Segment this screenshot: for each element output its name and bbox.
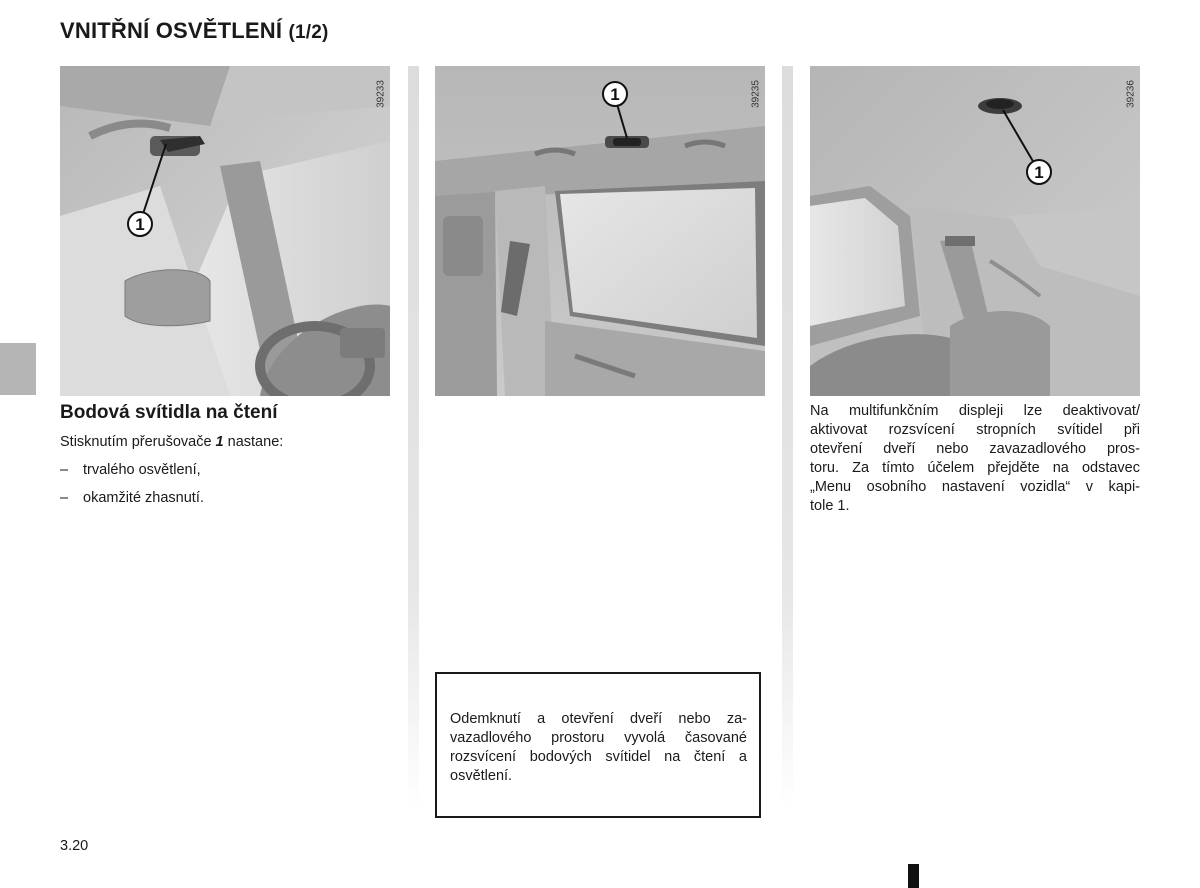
illustration-ceiling-light (810, 66, 1140, 396)
list-dash: – (60, 462, 69, 478)
illustration-rear-cabin (435, 66, 765, 396)
page-title-text: VNITŘNÍ OSVĚTLENÍ (60, 18, 283, 43)
paragraph-line: toru. Za tímto účelem přejděte na odstavec (810, 460, 1140, 476)
note-line: Odemknutí a otevření dveří nebo za- (450, 711, 747, 727)
right-paragraph (810, 402, 1140, 516)
intro-paragraph: Stisknutím přerušovače 1 nastane: (60, 434, 284, 450)
section-heading: Bodová svítidla na čtení (60, 402, 278, 423)
page-edge-marker (908, 864, 919, 888)
note-box (435, 672, 761, 818)
paragraph-line: „Menu osobního nastavení vozidla“ v kapi- (810, 479, 1140, 495)
page-number: 3.20 (60, 838, 89, 854)
note-line: osvětlení. (450, 768, 513, 784)
figure-front-reading-light (60, 66, 390, 396)
callout-label: 1 (135, 215, 145, 234)
figure-code: 39235 (750, 80, 762, 108)
column-divider (408, 66, 419, 810)
page-title-part: (1/2) (288, 22, 329, 43)
note-line: vazadlového prostoru vyvolá časované (450, 730, 747, 746)
callout-label: 1 (610, 85, 620, 104)
figure-code: 39236 (1125, 80, 1137, 108)
paragraph-line: tole 1. (810, 498, 850, 514)
column-divider (782, 66, 793, 810)
switch-reference: 1 (215, 434, 224, 450)
figure-code: 39233 (375, 80, 387, 108)
page-title (60, 18, 329, 44)
callout-label: 1 (1034, 163, 1044, 182)
note-line: rozsvícení bodových svítidel na čtení a (450, 749, 747, 765)
list-item: – trvalého osvětlení, (60, 462, 201, 478)
paragraph-line: Na multifunkčním displeji lze deaktivovat/ (810, 403, 1140, 419)
figure-ceiling-light (810, 66, 1140, 396)
chapter-tab (0, 343, 36, 395)
figure-rear-reading-light (435, 66, 765, 396)
illustration-front-cabin (60, 66, 390, 396)
list-dash: – (60, 490, 69, 506)
function-list (60, 461, 204, 517)
paragraph-line: otevření dveří nebo zavazadlového pros- (810, 441, 1140, 457)
list-item: – okamžité zhasnutí. (60, 490, 204, 506)
paragraph-line: aktivovat rozsvícení stropních svítidel při (810, 422, 1140, 438)
